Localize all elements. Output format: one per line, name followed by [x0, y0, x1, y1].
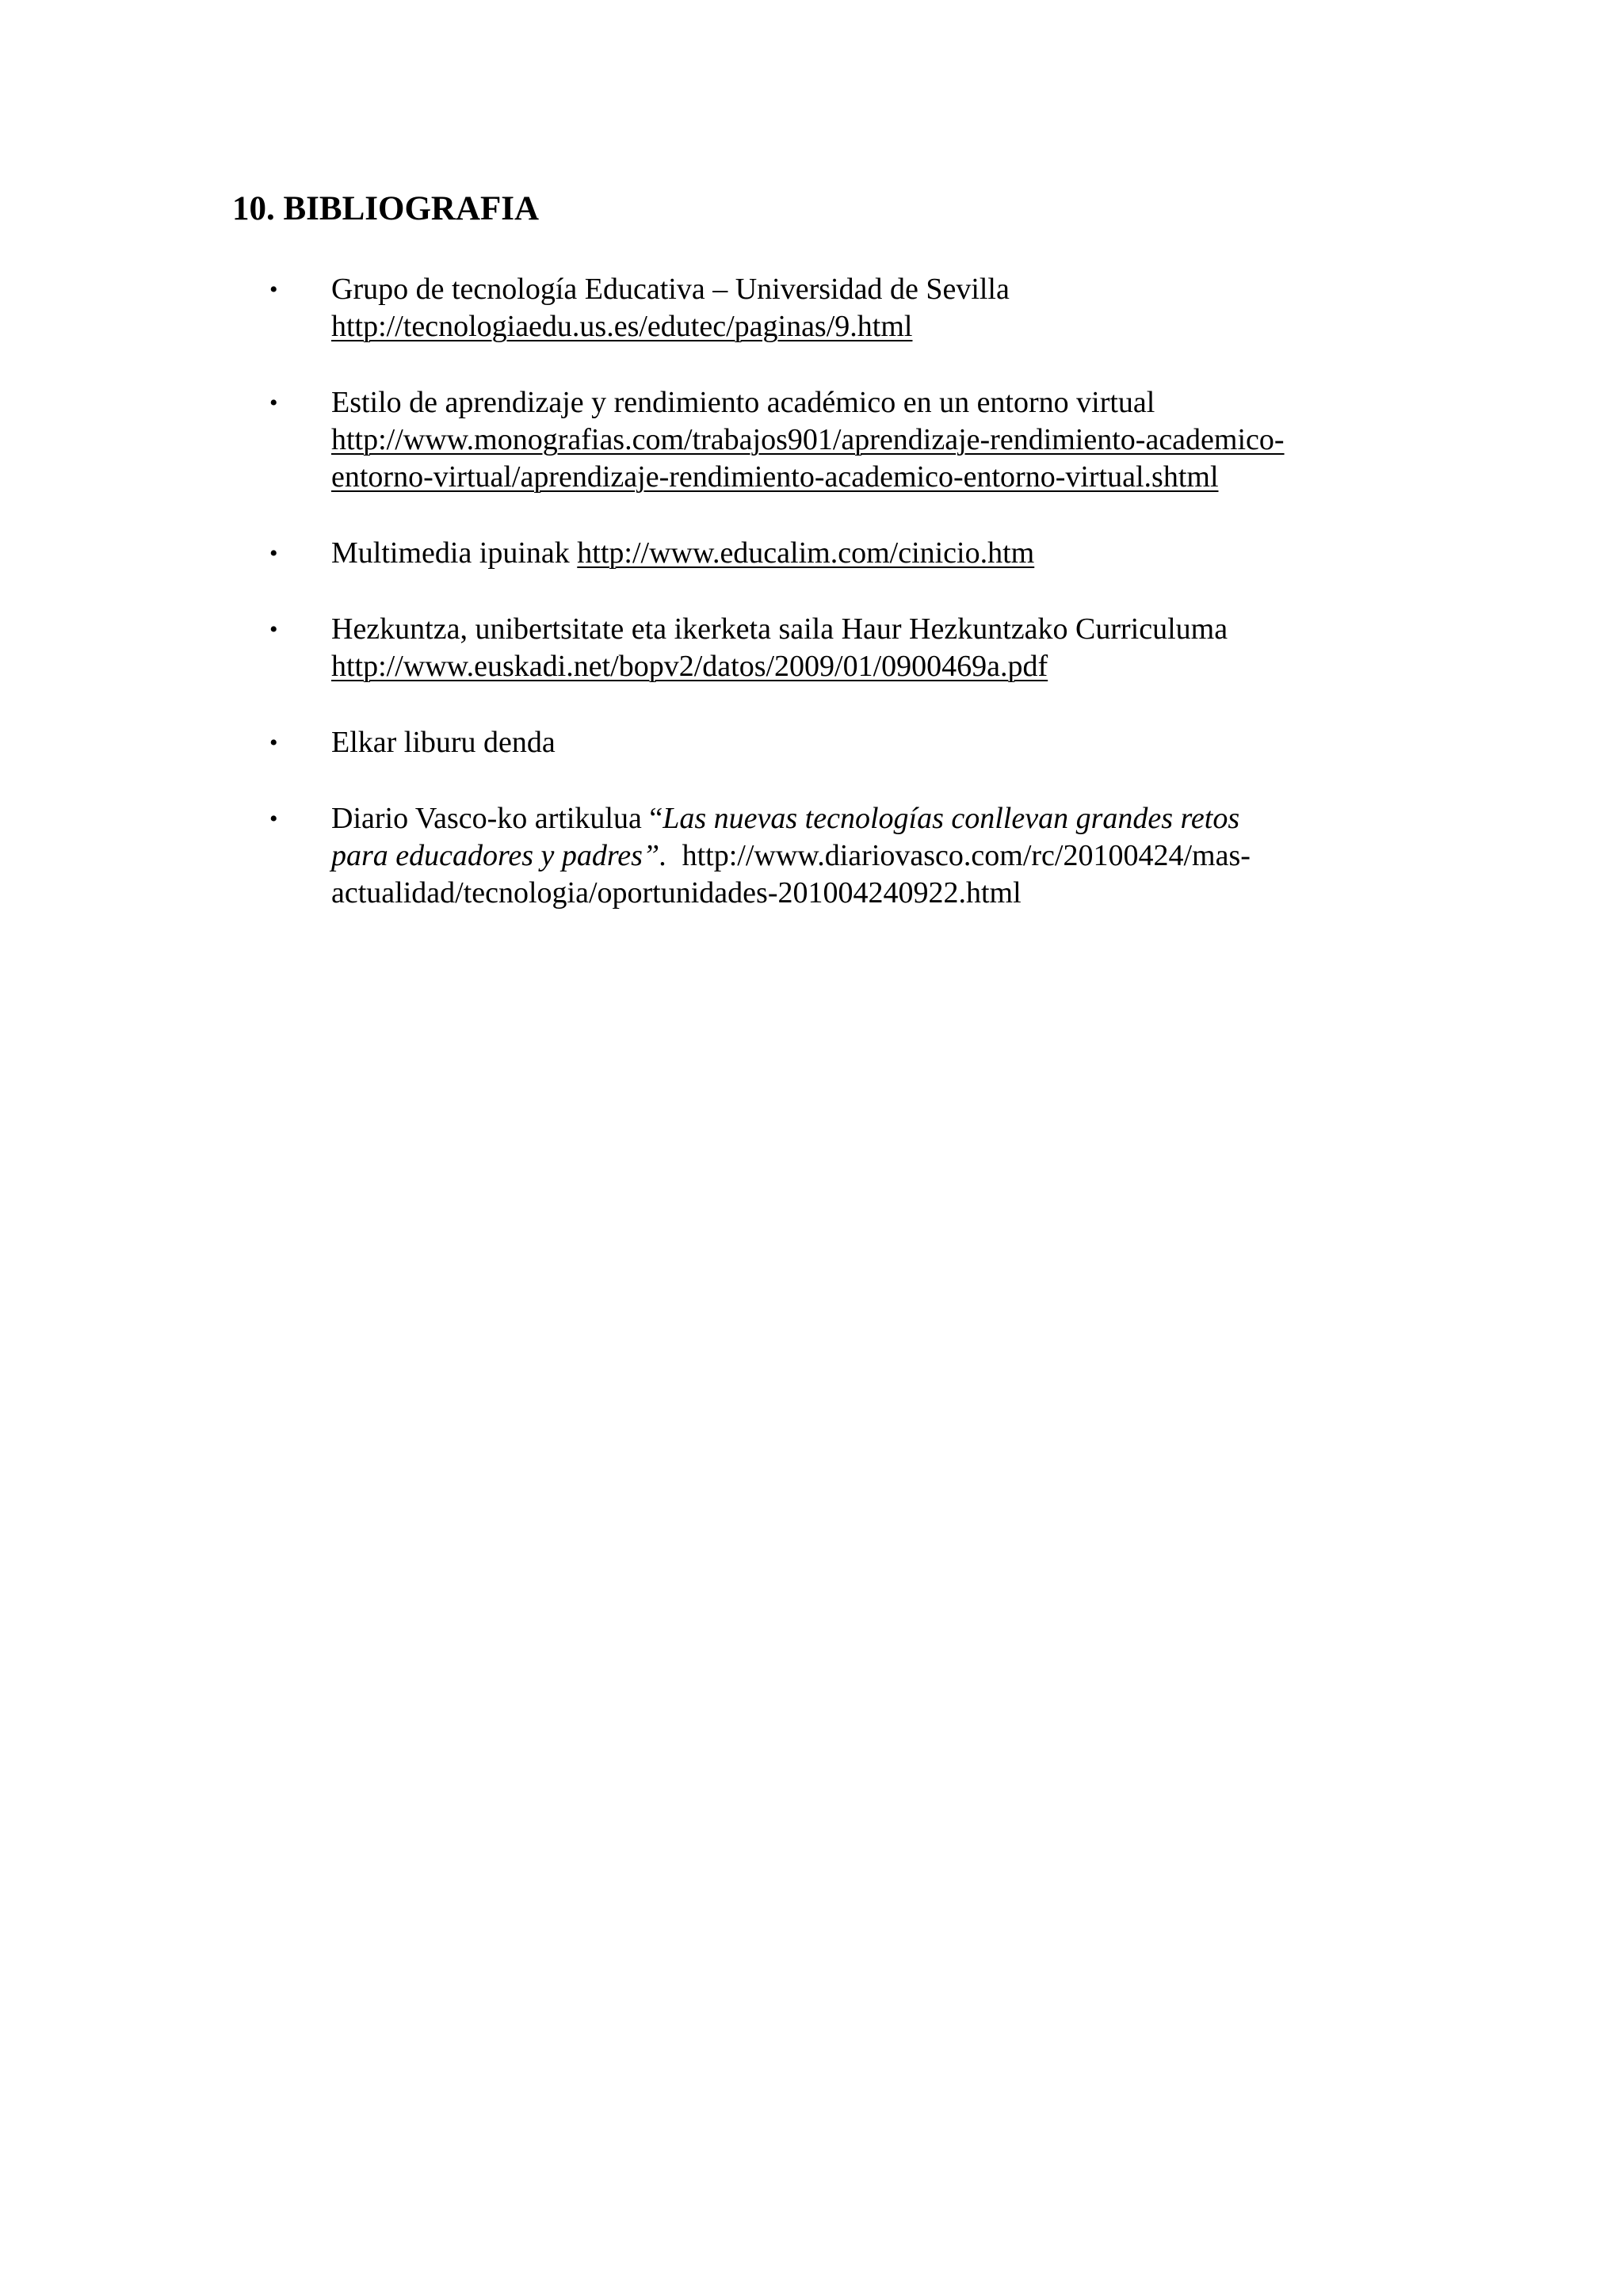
reference-item-2 — [269, 384, 1395, 496]
reference-item-1 — [269, 271, 1395, 345]
reference-item-3 — [269, 535, 1395, 572]
reference-link-continued[interactable]: entorno-virtual/aprendizaje-rendimiento-academico-entorno-virtual.shtml — [331, 460, 1219, 494]
reference-item-6 — [269, 800, 1395, 912]
title-word: de — [415, 273, 445, 306]
bullet-icon: • — [269, 806, 278, 832]
article-title-continued: para educadores y padres”. — [331, 839, 667, 872]
bibliography-list — [269, 271, 1395, 951]
reference-link[interactable]: http://www.euskadi.net/bopv2/datos/2009/01/0900469a.pdf — [331, 650, 1048, 683]
title-word: Educativa — [584, 273, 705, 306]
section-heading: 10. BIBLIOGRAFIA — [232, 190, 540, 227]
reference-title: Multimedia ipuinak — [331, 536, 578, 570]
title-word: Grupo — [331, 273, 409, 306]
title-word: Universidad — [735, 273, 883, 306]
bullet-icon: • — [269, 730, 278, 756]
bullet-icon: • — [269, 390, 278, 416]
reference-item-5 — [269, 724, 1395, 761]
reference-url-continued: actualidad/tecnologia/oportunidades-201004240922.html — [331, 876, 1022, 910]
reference-prefix: Diario Vasco-ko artikulua “ — [331, 802, 663, 835]
reference-item-4 — [269, 611, 1395, 685]
reference-link[interactable]: http://www.educalim.com/cinicio.htm — [577, 536, 1035, 570]
reference-link[interactable]: http://www.monografias.com/trabajos901/aprendizaje-rendimiento-academico- — [331, 423, 1285, 456]
bullet-icon: • — [269, 277, 278, 303]
title-word: Sevilla — [926, 273, 1010, 306]
bullet-icon: • — [269, 540, 278, 566]
article-title: Las nuevas tecnologías conllevan grandes retos — [663, 802, 1240, 835]
reference-link[interactable]: http://tecnologiaedu.us.es/edutec/paginas/9.html — [331, 310, 913, 343]
reference-title: Estilo de aprendizaje y rendimiento académico en un entorno virtual — [331, 386, 1155, 419]
reference-title: Elkar liburu denda — [331, 726, 556, 759]
reference-title — [331, 271, 1395, 308]
title-word: de — [889, 273, 918, 306]
reference-url: http://www.diariovasco.com/rc/20100424/mas- — [666, 839, 1251, 872]
reference-title: Hezkuntza, unibertsitate eta ikerketa saila Haur Hezkuntzako Curriculuma — [331, 612, 1228, 646]
bullet-icon: • — [269, 616, 278, 643]
title-word: tecnología — [451, 273, 578, 306]
title-word: – — [712, 273, 728, 306]
